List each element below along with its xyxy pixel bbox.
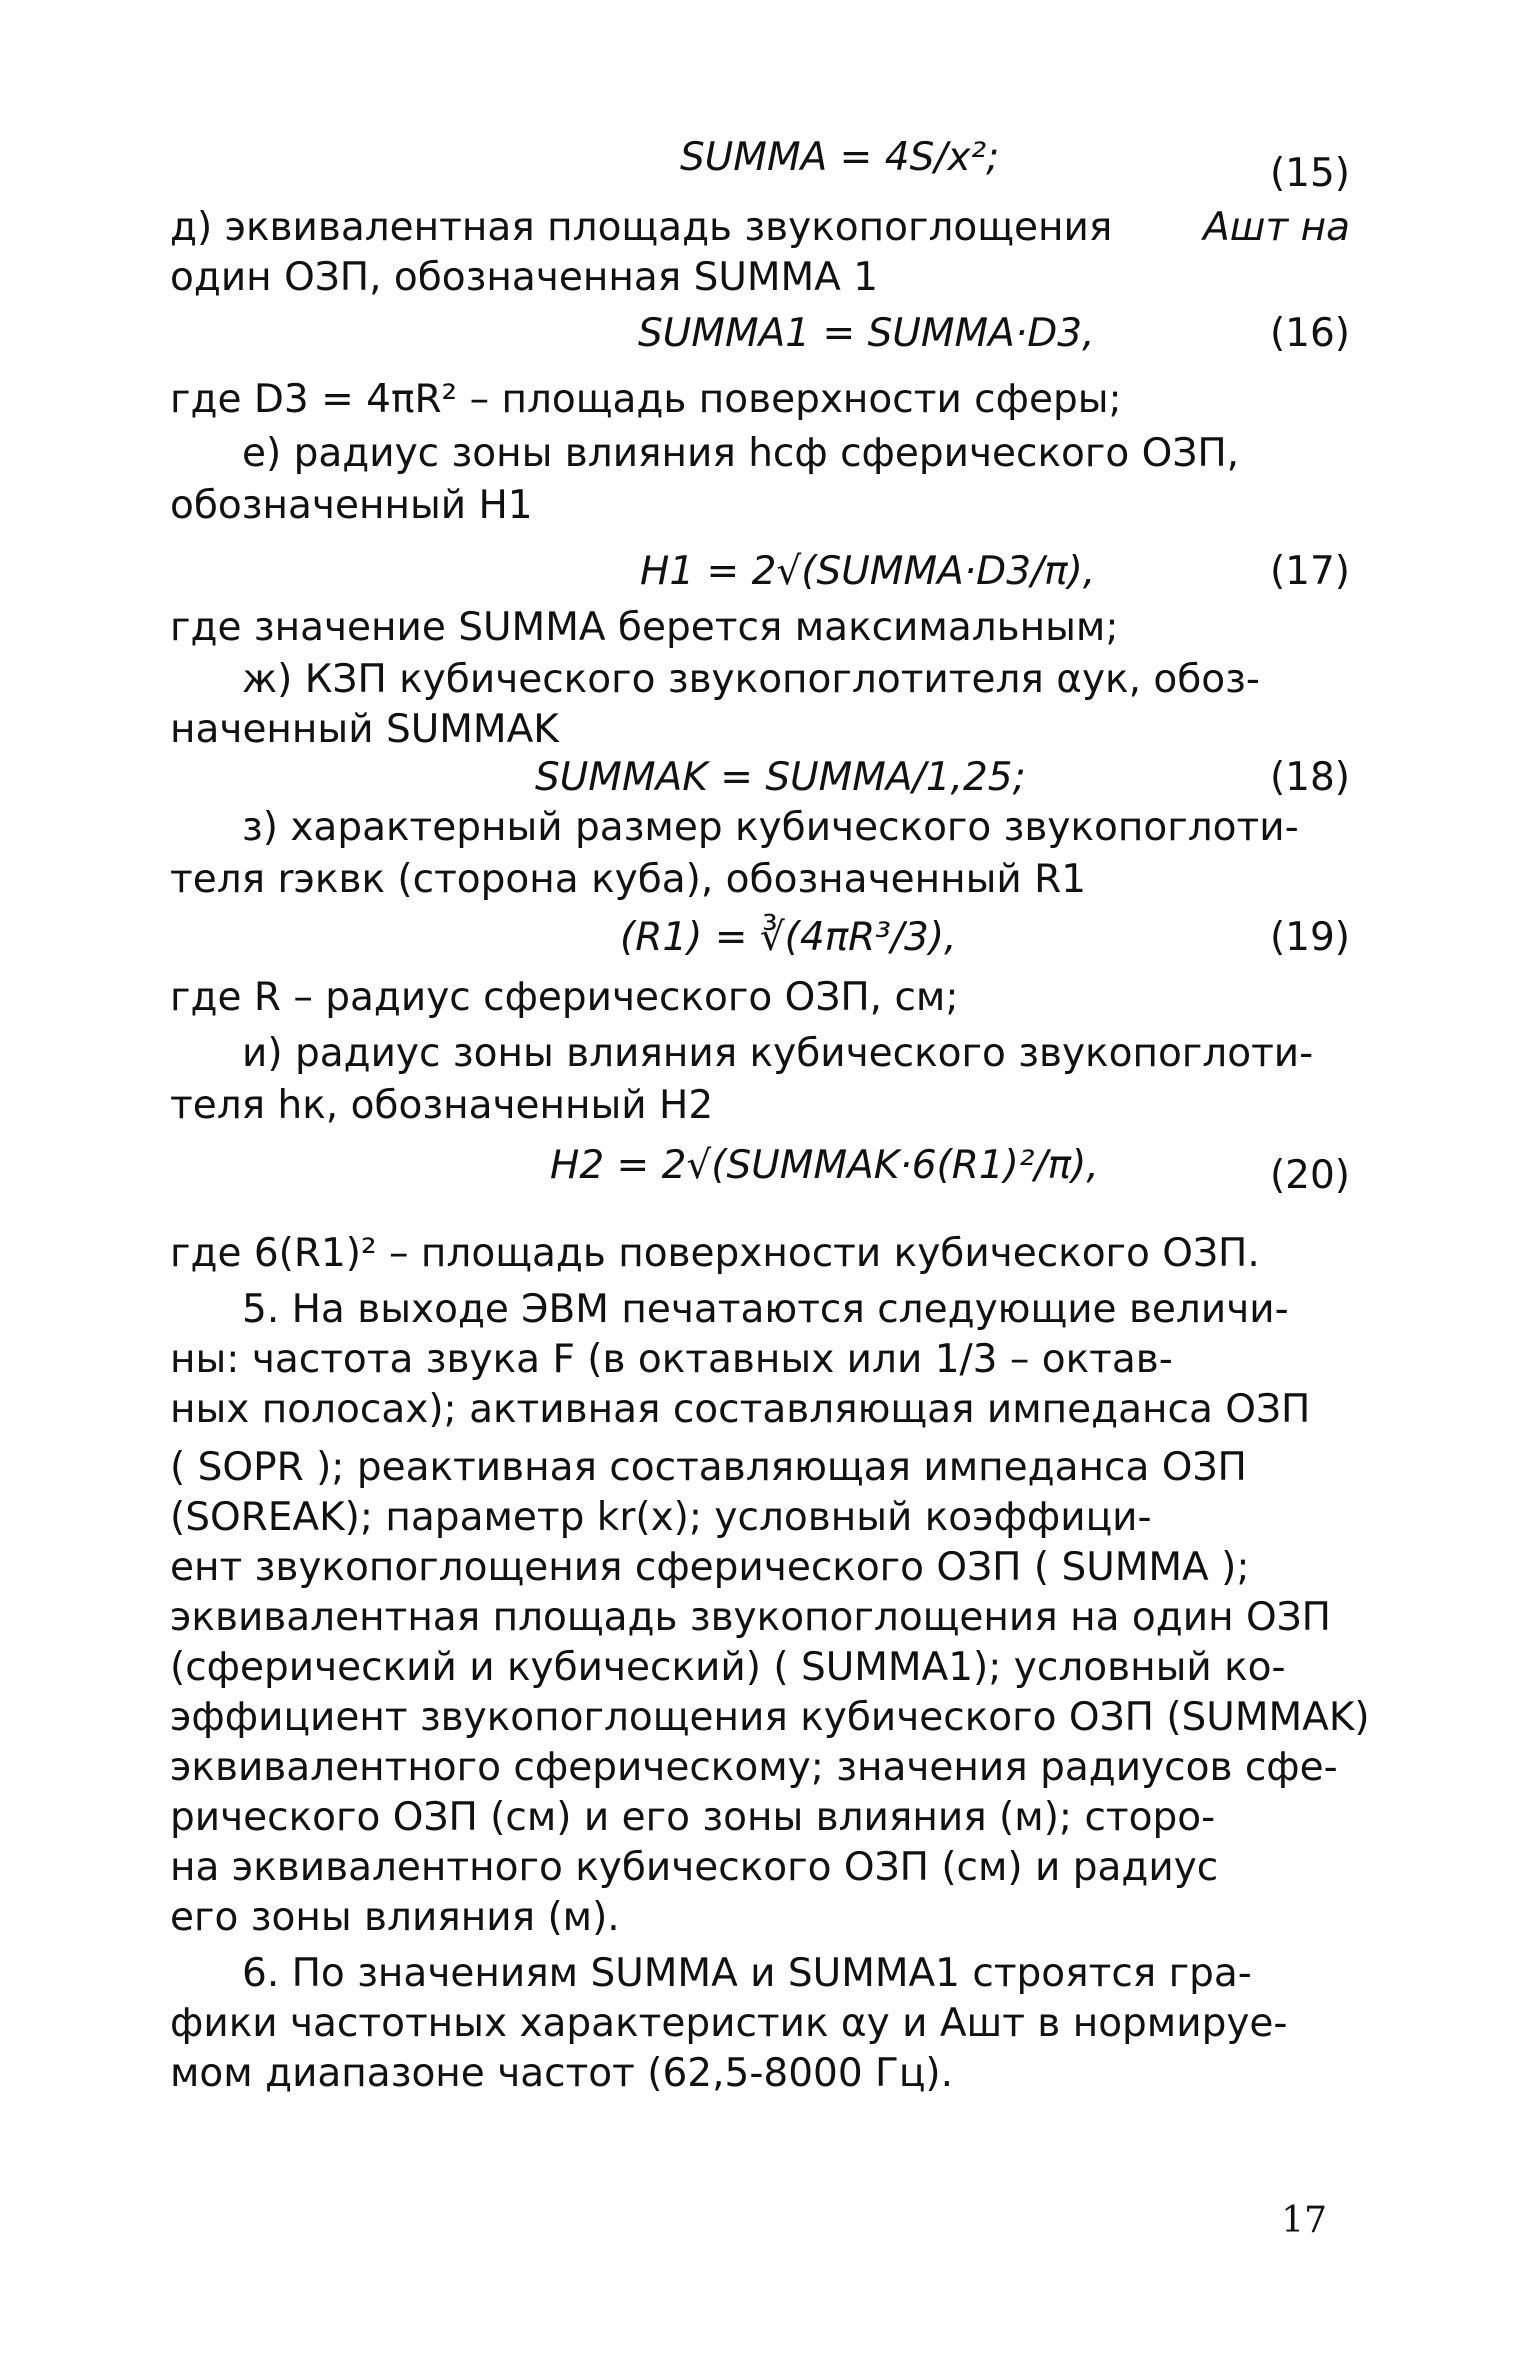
paragraph-5-line: ных полосах); активная составляющая импеданса ОЗП <box>170 1387 1311 1432</box>
paragraph-5-line: рического ОЗП (см) и его зоны влияния (м); сторо- <box>170 1795 1216 1840</box>
equation-number-15: (15) <box>1269 151 1350 196</box>
equation-number-17: (17) <box>1269 549 1350 594</box>
text-line: где значение SUMMA берется максимальным; <box>170 605 1119 650</box>
paragraph-5-line: эквивалентная площадь звукопоглощения на один ОЗП <box>170 1595 1332 1640</box>
text-line: где D3 = 4πR² – площадь поверхности сферы; <box>170 377 1122 422</box>
text-line: з) характерный размер кубического звукопоглоти- <box>242 805 1299 850</box>
paragraph-5-line: ны: частота звука F (в октавных или 1/3 – октав- <box>170 1337 1173 1382</box>
formula-17-text: H1 = 2√(SUMMA·D3/π), <box>640 549 1096 594</box>
text-line: и) радиус зоны влияния кубического звукопоглоти- <box>242 1031 1314 1076</box>
text-line: теля rэквк (сторона куба), обозначенный R1 <box>170 857 1087 902</box>
paragraph-5-line: (сферический и кубический) ( SUMMA1); условный ко- <box>170 1645 1286 1690</box>
formula-20-text: H2 = 2√(SUMMAK·6(R1)²/π), <box>550 1143 1099 1188</box>
text-line: ж) КЗП кубического звукопоглотителя αук, обоз- <box>242 657 1260 702</box>
text-line: где 6(R1)² – площадь поверхности кубического ОЗП. <box>170 1231 1260 1276</box>
text-line: теля hк, обозначенный H2 <box>170 1083 714 1128</box>
text-line: е) радиус зоны влияния hсф сферического ОЗП, <box>242 431 1240 476</box>
paragraph-5-line: (SOREAK); параметр kr(x); условный коэффици- <box>170 1495 1152 1540</box>
text-line: наченный SUMMAK <box>170 707 559 752</box>
equation-number-18: (18) <box>1269 755 1350 800</box>
text-line: один ОЗП, обозначенная SUMMA 1 <box>170 255 879 300</box>
equation-number-16: (16) <box>1269 311 1350 356</box>
formula-15 <box>170 130 1350 196</box>
formula-15-text: SUMMA = 4S/x²; <box>680 135 1000 180</box>
paragraph-5-line: на эквивалентного кубического ОЗП (см) и радиус <box>170 1845 1219 1890</box>
page-number: 17 <box>1281 2200 1327 2241</box>
paragraph-6-line: фики частотных характеристик αу и Aшт в нормируе- <box>170 2001 1288 2046</box>
text-d1: д) эквивалентная площадь звукопоглощения <box>170 205 1113 250</box>
paragraph-5-line: ент звукопоглощения сферического ОЗП ( SUMMA ); <box>170 1545 1250 1590</box>
paragraph-5-line: 5. На выходе ЭВМ печатаются следующие величи- <box>242 1287 1289 1332</box>
text-line: где R – радиус сферического ОЗП, см; <box>170 975 959 1020</box>
formula-16-text: SUMMA1 = SUMMA·D3, <box>638 311 1095 356</box>
paragraph-5-line: ( SOPR ); реактивная составляющая импеданса ОЗП <box>170 1445 1247 1490</box>
paragraph-5-line: эффициент звукопоглощения кубического ОЗП (SUMMAK) <box>170 1695 1370 1740</box>
symbol-a-sht: Aшт на <box>1203 205 1350 250</box>
paragraph-5-line: его зоны влияния (м). <box>170 1895 620 1940</box>
formula-18-text: SUMMAK = SUMMA/1,25; <box>535 755 1026 800</box>
paragraph-6-line: мом диапазоне частот (62,5-8000 Гц). <box>170 2051 953 2096</box>
equation-number-20: (20) <box>1269 1153 1350 1198</box>
equation-number-19: (19) <box>1269 915 1350 960</box>
paragraph-6-line: 6. По значениям SUMMA и SUMMA1 строятся гра- <box>242 1951 1252 1996</box>
text-line <box>170 200 1350 256</box>
text-line: обозначенный H1 <box>170 483 533 528</box>
formula-19-text: (R1) = ∛(4πR³/3), <box>620 915 957 960</box>
paragraph-5-line: эквивалентного сферическому; значения радиусов сфе- <box>170 1745 1338 1790</box>
